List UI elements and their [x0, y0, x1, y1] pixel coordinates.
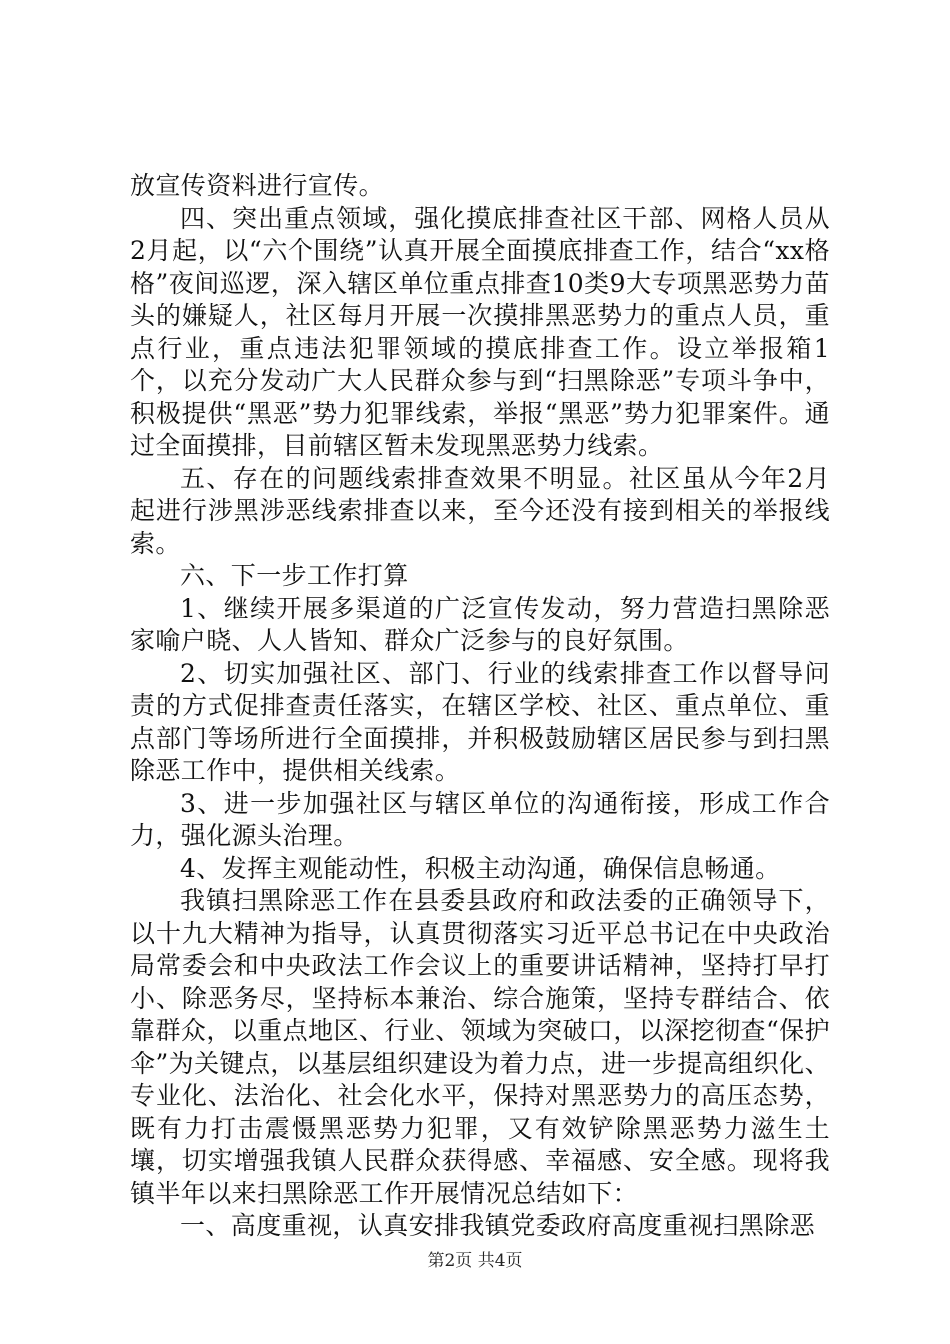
paragraph-section-six-heading: 六、下一步工作打算: [180, 561, 409, 590]
paragraph-town-summary: 我镇扫黑除恶工作在县委县政府和政法委的正确领导下，以十九大精神为指导，认真贯彻落实习近平总书记在中央政治局常委会和中央政法工作会议上的重要讲话精神，坚持打早打小、除恶务尽，坚持标本兼治、综合施策，坚持专群结合、依靠群众，以重点地区、行业、领域为突破口，以深挖彻查“保护伞”为关键点，以基层组织建设为着力点，进一步提高组织化、专业化、法治化、社会化水平，保持对黑恶势力的高压态势，既有力打击震慑黑恶势力犯罪，又有效铲除黑恶势力滋生土壤，切实增强我镇人民群众获得感、幸福感、安全感。现将我镇半年以来扫黑除恶工作开展情况总结如下：: [130, 886, 830, 1208]
paragraph-continuation: 放宣传资料进行宣传。: [130, 171, 385, 200]
paragraph-section-five: 五、存在的问题线索排查效果不明显。社区虽从今年2月起进行涉黑涉恶线索排查以来，至今还没有接到相关的举报线索。: [130, 463, 830, 558]
paragraph-item-4: 4、发挥主观能动性，积极主动沟通，确保信息畅通。: [180, 853, 781, 883]
paragraph-section-one: 一、高度重视，认真安排我镇党委政府高度重视扫黑除恶: [180, 1211, 816, 1240]
paragraph-item-1: 1、继续开展多渠道的广泛宣传发动，努力营造扫黑除恶家喻户晓、人人皆知、群众广泛参与的良好氛围。: [130, 593, 830, 655]
paragraph-item-2: 2、切实加强社区、部门、行业的线索排查工作以督导问责的方式促排查责任落实，在辖区学校、社区、重点单位、重点部门等场所进行全面摸排，并积极鼓励辖区居民参与到扫黑除恶工作中，提供相关线索。: [130, 658, 830, 785]
page-footer: 第2页 共4页: [427, 1251, 523, 1271]
paragraph-section-four: 四、突出重点领域，强化摸底排查社区干部、网格人员从2月起，以“六个围绕”认真开展全面摸底排查工作，结合“xx格格”夜间巡逻，深入辖区单位重点排查10类9大专项黑恶势力苗头的嫌疑人，社区每月开展一次摸排黑恶势力的重点人员，重点行业，重点违法犯罪领域的摸底排查工作。设立举报箱1个，以充分发动广大人民群众参与到“扫黑除恶”专项斗争中，积极提供“黑恶”势力犯罪线索，举报“黑恶”势力犯罪案件。通过全面摸排，目前辖区暂未发现黑恶势力线索。: [130, 203, 830, 460]
document-body: [130, 170, 830, 1243]
paragraph-item-3: 3、进一步加强社区与辖区单位的沟通衔接，形成工作合力，强化源头治理。: [130, 788, 830, 850]
